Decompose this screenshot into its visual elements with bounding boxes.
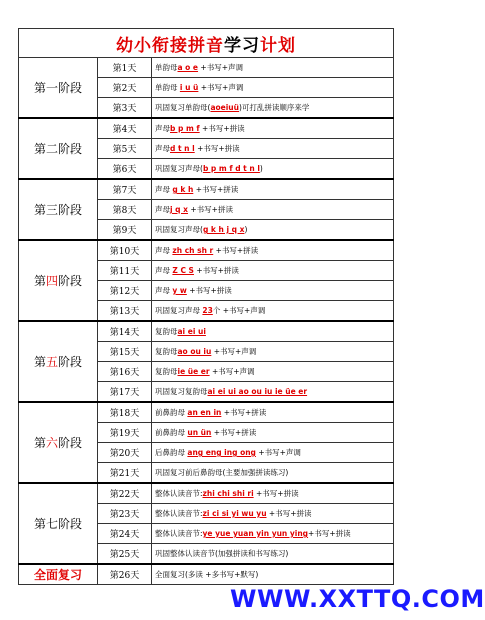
content-prefix: 复韵母: [155, 347, 178, 356]
stage-label-b: 四: [45, 274, 58, 288]
day-cell: 第15天: [98, 342, 152, 362]
table-row: [19, 321, 394, 342]
content-prefix: 复韵母: [155, 367, 178, 376]
pinyin-highlight: zi ci si yi wu yu: [202, 509, 267, 518]
pinyin-highlight: y w: [172, 286, 187, 295]
content-prefix: 复韵母: [155, 327, 178, 336]
content-prefix: 声母: [155, 124, 170, 133]
stage-label-a: 第: [33, 436, 46, 450]
content-cell: [152, 281, 394, 301]
stage-label-a: 第: [33, 274, 46, 288]
stage-label: [19, 402, 98, 483]
day-cell: 第23天: [98, 504, 152, 524]
content-prefix: 声母: [155, 205, 170, 214]
day-cell: 第24天: [98, 524, 152, 544]
content-cell: [152, 362, 394, 382]
content-prefix: 声母: [155, 144, 170, 153]
content-prefix: 巩固复习前后鼻韵母(主要加强拼读练习): [155, 468, 289, 477]
content-suffix: +书写+声调: [198, 63, 243, 72]
day-cell: 第10天: [98, 240, 152, 261]
stage-label: [19, 179, 98, 240]
content-cell: [152, 98, 394, 119]
stage-label: [19, 118, 98, 179]
content-cell: [152, 58, 394, 78]
content-suffix: +书写+拼读: [211, 428, 257, 437]
content-prefix: 巩固复习复韵母: [155, 387, 208, 396]
day-cell: 第20天: [98, 443, 152, 463]
content-cell: [152, 118, 394, 139]
day-cell: 第5天: [98, 139, 152, 159]
day-cell: 第22天: [98, 483, 152, 504]
pinyin-highlight: aoeiuü: [210, 103, 239, 112]
table-row: [19, 402, 394, 423]
content-cell: [152, 342, 394, 362]
content-suffix: +书写+拼读: [199, 124, 245, 133]
stage-label: [19, 321, 98, 402]
content-suffix: +书写+拼读: [266, 509, 312, 518]
day-cell: 第21天: [98, 463, 152, 484]
review-content: 全面复习(多读 +多书写+默写): [152, 564, 394, 585]
content-prefix: 后鼻韵母: [155, 448, 188, 457]
content-suffix: +书写+拼读: [193, 266, 239, 275]
pinyin-highlight: zhi chi shi ri: [202, 489, 254, 498]
pinyin-highlight: g k h j q x: [202, 225, 245, 234]
content-prefix: 前鼻韵母: [155, 408, 188, 417]
content-prefix: 声母: [155, 266, 173, 275]
content-prefix: 声母: [155, 185, 173, 194]
day-cell: 第25天: [98, 544, 152, 565]
stage-label: [19, 58, 98, 119]
content-suffix: +书写+拼读: [221, 408, 267, 417]
day-cell: 第4天: [98, 118, 152, 139]
content-suffix: +书写+拼读: [253, 489, 299, 498]
content-prefix: 声母: [155, 246, 173, 255]
content-suffix: +书写+声调: [198, 83, 244, 92]
pinyin-highlight: j q x: [170, 205, 188, 214]
review-row: [19, 564, 394, 585]
pinyin-highlight: ye yue yuan yin yun ying: [202, 529, 309, 538]
content-cell: [152, 139, 394, 159]
day-cell: 第2天: [98, 78, 152, 98]
content-prefix: 整体认读音节:: [155, 489, 203, 498]
content-cell: [152, 321, 394, 342]
content-suffix: ): [259, 164, 263, 173]
title-part-3: 计划: [260, 35, 296, 56]
day-cell: 第11天: [98, 261, 152, 281]
day-cell: 第13天: [98, 301, 152, 322]
table-row: [19, 118, 394, 139]
content-suffix: ): [244, 225, 248, 234]
content-cell: [152, 443, 394, 463]
content-suffix: )可打乱拼读顺序来学: [239, 103, 310, 112]
stage-label-a: 第二阶段: [33, 142, 82, 156]
day-cell: 第3天: [98, 98, 152, 119]
site-watermark: WWW.XXTTQ.COM: [230, 585, 485, 613]
stage-label-c: 阶段: [58, 436, 83, 450]
content-suffix: +书写+声调: [211, 347, 257, 356]
pinyin-highlight: b p m f: [170, 124, 200, 133]
content-suffix: +书写+拼读: [188, 205, 233, 214]
content-cell: [152, 544, 394, 565]
content-cell: [152, 483, 394, 504]
pinyin-highlight: a o e: [177, 63, 199, 72]
content-suffix: +书写+拼读: [213, 246, 259, 255]
day-cell: 第14天: [98, 321, 152, 342]
pinyin-highlight: d t n l: [170, 144, 195, 153]
day-cell: 第6天: [98, 159, 152, 180]
stage-label-a: 第七阶段: [33, 517, 82, 531]
study-plan-sheet: [18, 28, 394, 585]
content-prefix: 巩固复习声母: [155, 306, 203, 315]
content-cell: [152, 240, 394, 261]
stage-label-b: 六: [45, 436, 58, 450]
pinyin-highlight: zh ch sh r: [172, 246, 214, 255]
content-prefix: 巩固复习声母(: [155, 225, 203, 234]
pinyin-highlight: b p m f d t n l: [202, 164, 260, 173]
pinyin-highlight: an en in: [187, 408, 222, 417]
content-prefix: 整体认读音节:: [155, 529, 203, 538]
stage-label-a: 第: [33, 355, 46, 369]
content-suffix: +书写+拼读: [308, 529, 351, 538]
content-suffix: +书写+拼读: [194, 144, 240, 153]
content-suffix: +书写+声调: [255, 448, 301, 457]
pinyin-highlight: 23: [202, 306, 213, 315]
content-cell: [152, 463, 394, 484]
content-suffix: +书写+拼读: [193, 185, 239, 194]
stage-label-a: 第一阶段: [33, 81, 82, 95]
content-prefix: 巩固复习声母(: [155, 164, 203, 173]
content-cell: [152, 159, 394, 180]
stage-label-b: 五: [45, 355, 58, 369]
review-day: 第26天: [98, 564, 152, 585]
content-prefix: 单韵母: [155, 63, 178, 72]
table-row: [19, 240, 394, 261]
day-cell: 第17天: [98, 382, 152, 403]
day-cell: 第16天: [98, 362, 152, 382]
stage-label-c: 阶段: [58, 355, 83, 369]
content-prefix: 整体认读音节:: [155, 509, 203, 518]
day-cell: 第1天: [98, 58, 152, 78]
content-cell: [152, 78, 394, 98]
day-cell: 第7天: [98, 179, 152, 200]
plan-table: [18, 57, 394, 585]
day-cell: 第19天: [98, 423, 152, 443]
day-cell: 第8天: [98, 200, 152, 220]
content-suffix: +书写+拼读: [186, 286, 232, 295]
table-row: [19, 58, 394, 78]
title-part-2: 学习: [224, 35, 260, 56]
content-cell: [152, 220, 394, 241]
content-cell: [152, 402, 394, 423]
content-suffix: 个 +书写+声调: [212, 306, 266, 315]
title-part-1: 幼小衔接拼音: [116, 35, 224, 56]
content-prefix: 巩固复习单韵母(: [155, 103, 211, 112]
content-cell: [152, 504, 394, 524]
pinyin-highlight: ie üe er: [177, 367, 210, 376]
pinyin-highlight: ai ei ui ao ou iu ie üe er: [207, 387, 308, 396]
pinyin-highlight: un ün: [187, 428, 212, 437]
content-cell: [152, 423, 394, 443]
content-cell: [152, 301, 394, 322]
review-label: 全面复习: [19, 564, 98, 585]
content-cell: [152, 179, 394, 200]
content-cell: [152, 261, 394, 281]
content-prefix: 前鼻韵母: [155, 428, 188, 437]
pinyin-highlight: i u ü: [179, 83, 199, 92]
day-cell: 第18天: [98, 402, 152, 423]
stage-label-c: 阶段: [58, 274, 83, 288]
content-cell: [152, 524, 394, 544]
day-cell: 第9天: [98, 220, 152, 241]
pinyin-highlight: g k h: [172, 185, 194, 194]
day-cell: 第12天: [98, 281, 152, 301]
pinyin-highlight: ai ei ui: [177, 327, 206, 336]
pinyin-highlight: ao ou iu: [177, 347, 212, 356]
content-prefix: 声母: [155, 286, 173, 295]
pinyin-highlight: Z C S: [172, 266, 194, 275]
page-title: [18, 28, 394, 57]
content-prefix: 单韵母: [155, 83, 180, 92]
stage-label-a: 第三阶段: [33, 203, 82, 217]
content-prefix: 巩固整体认读音节(加强拼读和书写练习): [155, 549, 289, 558]
stage-label: [19, 240, 98, 321]
content-suffix: +书写+声调: [209, 367, 255, 376]
table-row: [19, 179, 394, 200]
content-cell: [152, 382, 394, 403]
pinyin-highlight: ang eng ing ong: [187, 448, 256, 457]
content-cell: [152, 200, 394, 220]
stage-label: [19, 483, 98, 564]
table-row: [19, 483, 394, 504]
